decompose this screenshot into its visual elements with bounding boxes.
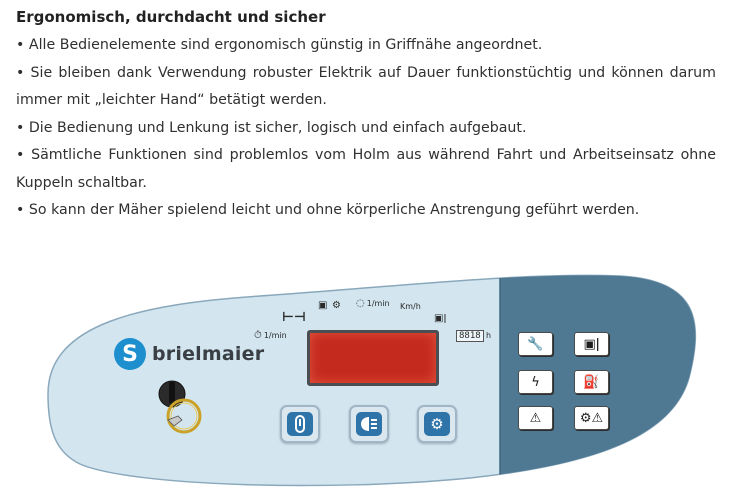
speed-label: Km/h: [400, 302, 421, 311]
axle-indicator: [282, 310, 306, 325]
page-heading: Ergonomisch, durchdacht und sicher: [16, 8, 326, 26]
settings-button[interactable]: [417, 405, 457, 443]
speed-indicator: [400, 302, 421, 311]
axle-icon: ⊢⊣: [282, 310, 306, 325]
bullet-5: • So kann der Mäher spielend leicht und ohne körperliche Anstrengung geführt werden.: [16, 202, 640, 218]
power-icon: [287, 412, 313, 436]
led-display: [307, 330, 439, 386]
lightning-icon: ϟ: [531, 374, 540, 390]
hour-meter-value: 8818: [456, 330, 484, 342]
brand-name: brielmaier: [152, 343, 265, 365]
ignition-key-icon[interactable]: [150, 376, 212, 446]
engine-warning-icon: ⚙⚠: [579, 410, 604, 426]
control-panel: [0, 264, 748, 491]
gear-small-icon: ⚙: [332, 300, 341, 311]
bullet-2: • Sie bleiben dank Verwendung robuster Elektrik auf Dauer funktionstüchtig und können darum immer mit „leichter Hand“ betätigt werden.: [16, 64, 716, 108]
rpm-top-label: 1/min: [366, 299, 390, 308]
fuel-icon: ▣: [318, 300, 328, 311]
timer-icon: ⏱: [254, 330, 262, 341]
bullet-3: • Die Bedienung und Lenkung ist sicher, logisch und einfach aufgebaut.: [16, 119, 527, 136]
brand-logo: [114, 338, 264, 370]
rpm-left-label: 1/min: [263, 331, 287, 340]
bullet-1: • Alle Bedienelemente sind ergonomisch günstig in Griffnähe angeordnet.: [16, 37, 543, 53]
warning-button[interactable]: [518, 406, 553, 430]
engine-warning-button[interactable]: [574, 406, 609, 430]
electric-button[interactable]: [518, 370, 553, 394]
text-block: [16, 6, 716, 225]
rotation-icon: ◌: [356, 298, 365, 309]
power-button[interactable]: [280, 405, 320, 443]
rpm-top-indicator: [356, 298, 390, 309]
light-button[interactable]: [349, 405, 389, 443]
rpm-left-indicator: [254, 330, 287, 341]
gear-icon: ⚙: [424, 412, 450, 436]
hour-meter-indicator: [434, 313, 448, 324]
oil-pressure-button[interactable]: [574, 370, 609, 394]
bullet-4: • Sämtliche Funktionen sind problemlos vom Holm aus während Fahrt und Arbeitseinsatz ohne Kuppeln schaltbar.: [16, 147, 716, 191]
hour-meter-unit: h: [486, 331, 492, 340]
tank-rpm-indicator: [318, 300, 343, 311]
wrench-icon: 🔧: [527, 336, 544, 352]
warning-triangle-icon: ⚠: [529, 410, 542, 426]
battery-thermometer-icon: ▣ǀ: [583, 336, 600, 352]
brielmaier-logo-icon: S: [114, 338, 146, 370]
headlight-icon: [356, 412, 382, 436]
service-button[interactable]: [518, 332, 553, 356]
battery-thermometer-small-icon: ▣ǀ: [434, 313, 447, 324]
coolant-temp-button[interactable]: [574, 332, 609, 356]
oil-can-icon: ⛽: [583, 374, 600, 390]
